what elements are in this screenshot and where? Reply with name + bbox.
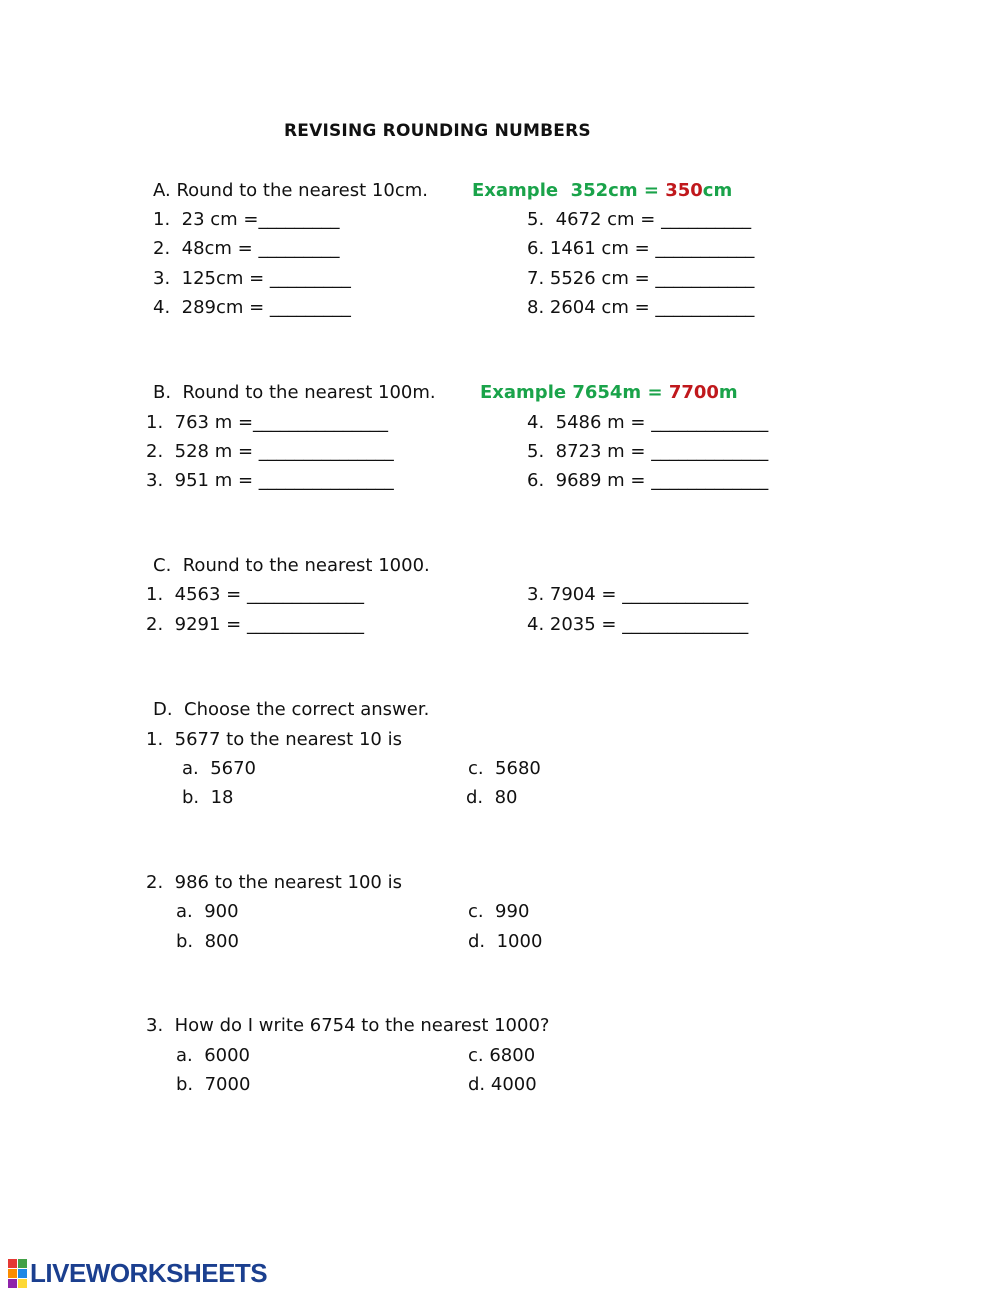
question-b1[interactable]: 1. 763 m =_______________	[146, 412, 389, 433]
logo-text: LIVEWORKSHEETS	[30, 1257, 268, 1288]
option-d1-c[interactable]: c. 5680	[468, 758, 541, 779]
logo-blocks-icon	[8, 1259, 27, 1288]
liveworksheets-logo	[8, 1258, 267, 1288]
option-d3-d[interactable]: d. 4000	[468, 1074, 537, 1095]
section-b-heading: B. Round to the nearest 100m.	[153, 382, 436, 403]
question-a2[interactable]: 2. 48cm = _________	[153, 238, 340, 259]
question-b5[interactable]: 5. 8723 m = _____________	[527, 441, 769, 462]
example-prefix: Example 7654m =	[480, 382, 669, 403]
section-a-heading: A. Round to the nearest 10cm.	[153, 180, 428, 201]
section-a-example	[472, 180, 732, 202]
question-c4[interactable]: 4. 2035 = ______________	[527, 614, 749, 635]
question-a8[interactable]: 8. 2604 cm = ___________	[527, 297, 755, 318]
option-d3-b[interactable]: b. 7000	[176, 1074, 251, 1095]
option-d2-b[interactable]: b. 800	[176, 931, 239, 952]
question-c3[interactable]: 3. 7904 = ______________	[527, 584, 749, 605]
question-d1: 1. 5677 to the nearest 10 is	[146, 729, 402, 750]
question-a3[interactable]: 3. 125cm = _________	[153, 268, 351, 289]
option-d1-d[interactable]: d. 80	[466, 787, 518, 808]
question-a4[interactable]: 4. 289cm = _________	[153, 297, 351, 318]
question-c2[interactable]: 2. 9291 = _____________	[146, 614, 364, 635]
option-d1-a[interactable]: a. 5670	[182, 758, 257, 779]
example-answer: 7700	[668, 382, 719, 403]
question-b4[interactable]: 4. 5486 m = _____________	[527, 412, 769, 433]
question-c1[interactable]: 1. 4563 = _____________	[146, 584, 364, 605]
section-b-example	[480, 382, 738, 404]
question-b6[interactable]: 6. 9689 m = _____________	[527, 470, 769, 491]
question-d3: 3. How do I write 6754 to the nearest 1000?	[146, 1015, 550, 1036]
section-c-heading: C. Round to the nearest 1000.	[153, 555, 430, 576]
question-a7[interactable]: 7. 5526 cm = ___________	[527, 268, 755, 289]
option-d2-c[interactable]: c. 990	[468, 901, 530, 922]
question-b3[interactable]: 3. 951 m = _______________	[146, 470, 394, 491]
option-d3-a[interactable]: a. 6000	[176, 1045, 251, 1066]
section-d-heading: D. Choose the correct answer.	[153, 699, 430, 720]
option-d2-a[interactable]: a. 900	[176, 901, 239, 922]
example-unit: m	[718, 382, 738, 403]
question-a5[interactable]: 5. 4672 cm = __________	[527, 209, 752, 230]
example-prefix: Example 352cm =	[472, 180, 666, 201]
example-answer: 350	[665, 180, 703, 201]
option-d1-b[interactable]: b. 18	[182, 787, 234, 808]
page-title: REVISING ROUNDING NUMBERS	[284, 121, 591, 141]
option-d3-c[interactable]: c. 6800	[468, 1045, 536, 1066]
example-unit: cm	[702, 180, 733, 201]
question-d2: 2. 986 to the nearest 100 is	[146, 872, 402, 893]
question-a1[interactable]: 1. 23 cm =_________	[153, 209, 340, 230]
option-d2-d[interactable]: d. 1000	[468, 931, 543, 952]
question-b2[interactable]: 2. 528 m = _______________	[146, 441, 394, 462]
question-a6[interactable]: 6. 1461 cm = ___________	[527, 238, 755, 259]
